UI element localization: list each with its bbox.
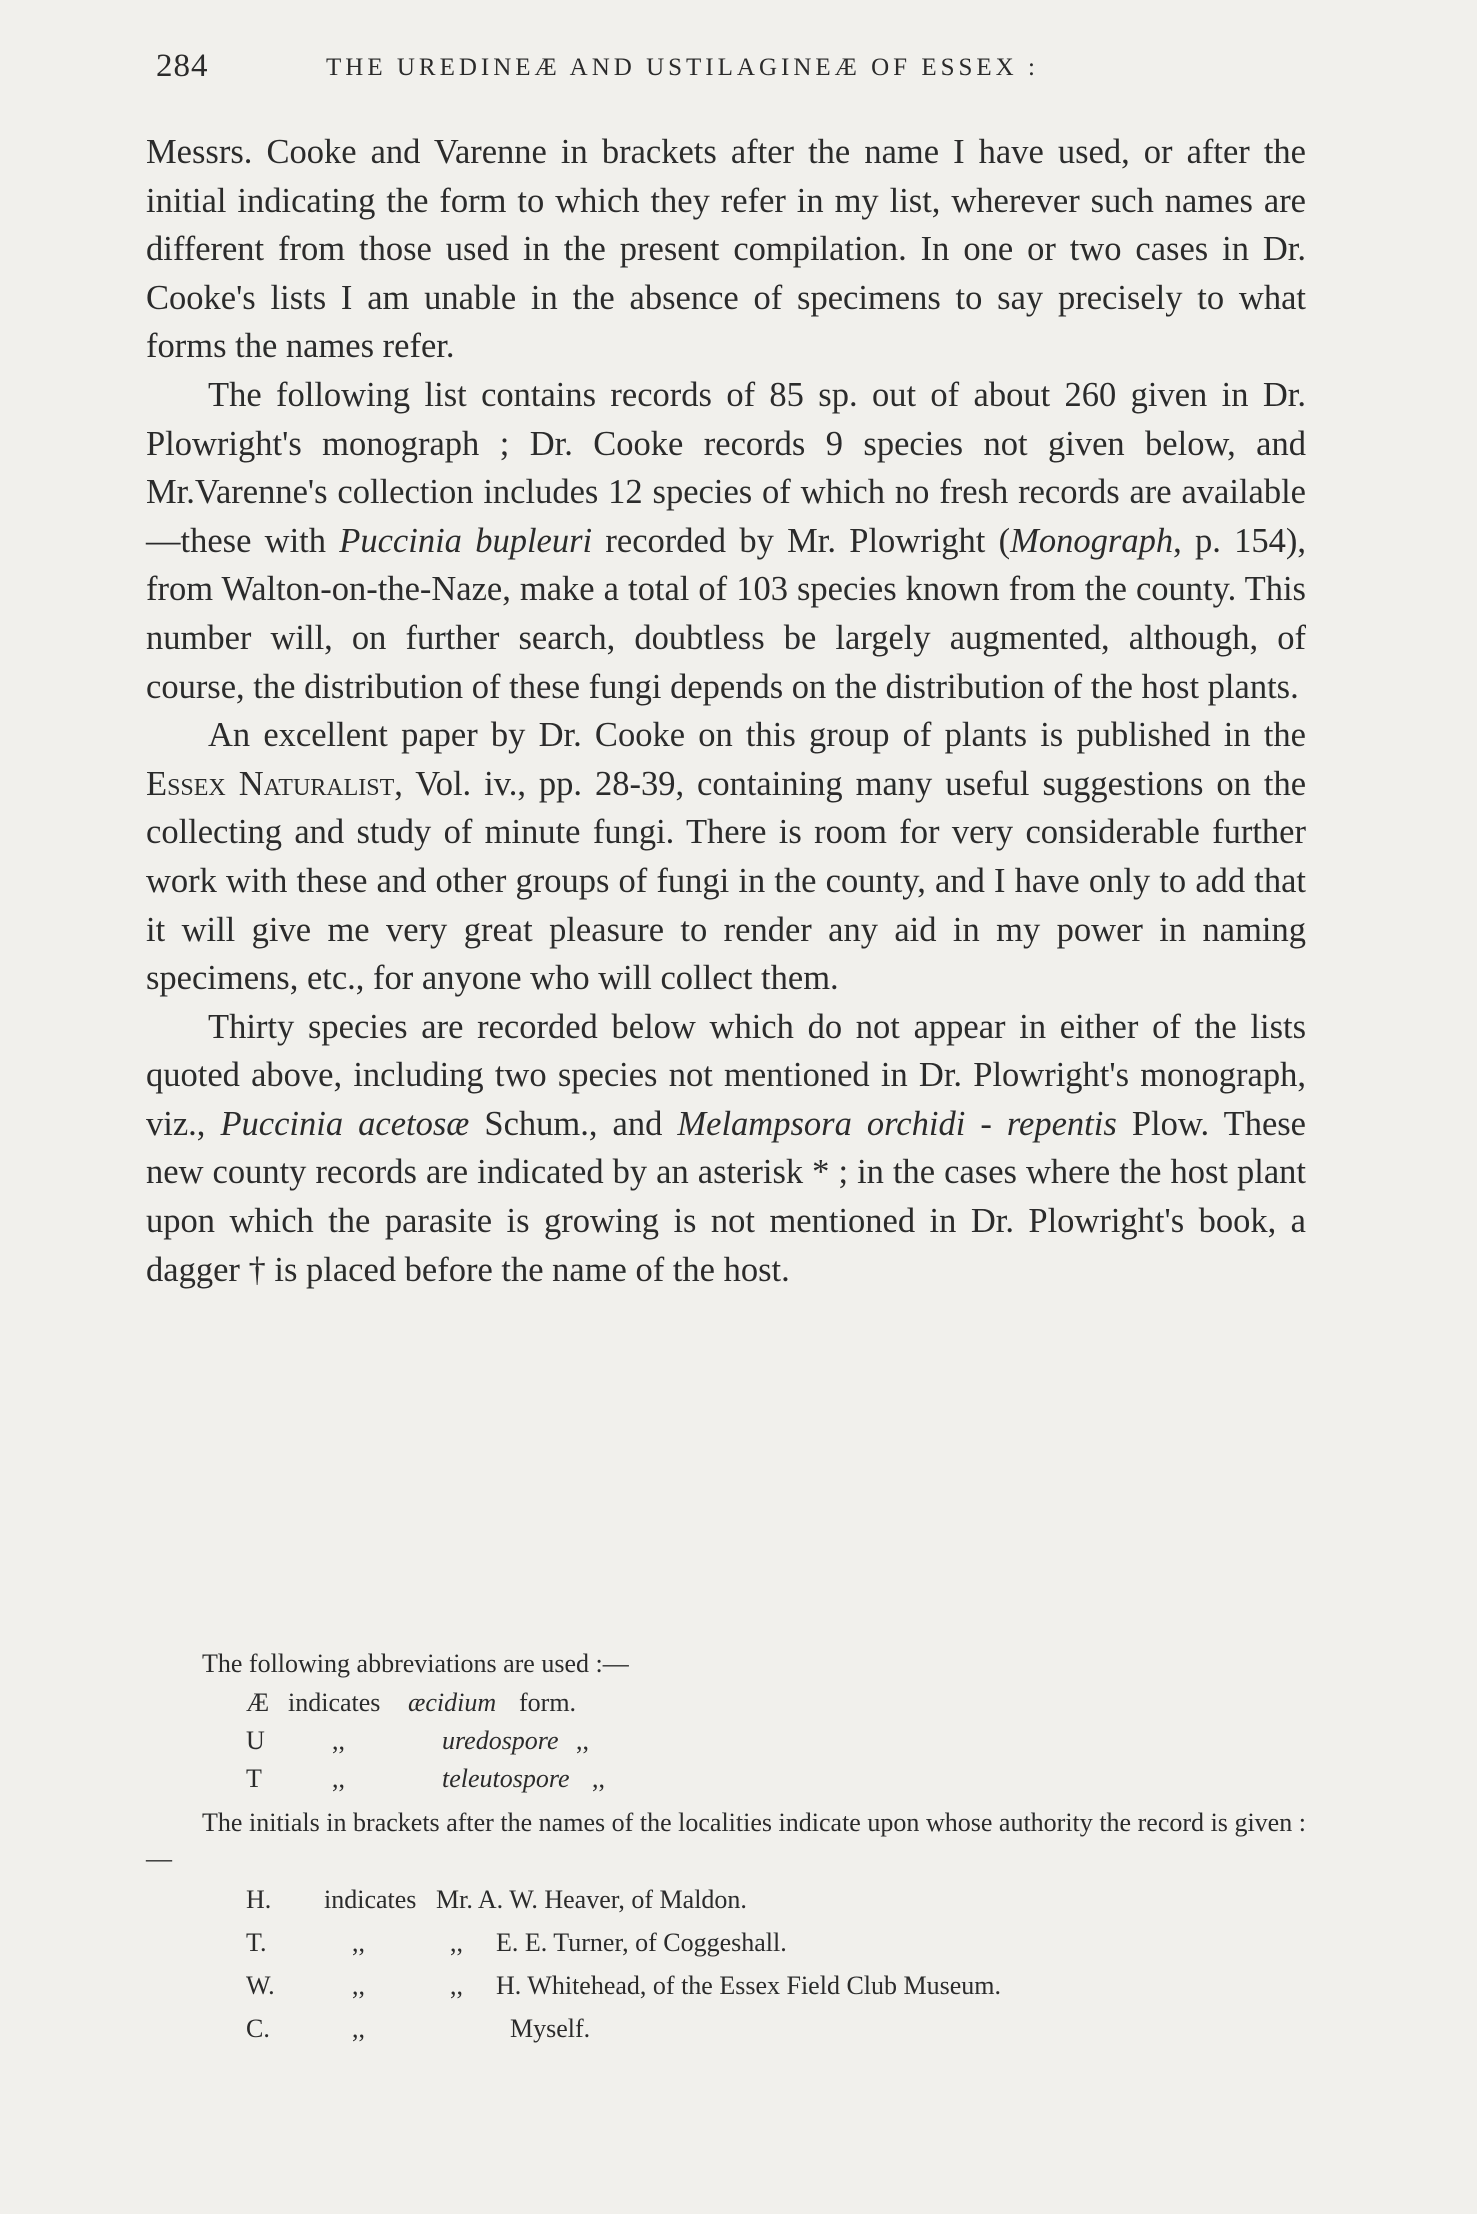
- paragraph-3-text: An excellent paper by Dr. Cooke on this group of plants is published in the: [208, 716, 1306, 755]
- abbreviation-term: uredospore: [442, 1725, 559, 1755]
- initial-name: H. Whitehead, of the Essex Field Club Museum.: [496, 1970, 1002, 2000]
- initial-row: [246, 1882, 1306, 1925]
- abbreviation-ditto: ,,: [332, 1725, 345, 1755]
- initials-intro: The initials in brackets after the names of the localities indicate upon whose authority the record is given :—: [146, 1807, 1306, 1873]
- initial-ditto: ,,: [352, 1970, 365, 2000]
- paragraph-2-text: The following list contains records of 85 sp. out of about 260 given in Dr. Plowright's monograph ; Dr. Cooke records 9 species not given below, and Mr.Varenne's collection includes 12 species of which no fresh records are available—these with: [146, 375, 1306, 560]
- paragraph-4-text: Thirty species are recorded below which do not appear in either of the lists quoted above, including two species not mentioned in Dr. Plowright's monograph, viz.,: [146, 1007, 1306, 1143]
- initial-ditto: ,,: [352, 2013, 365, 2043]
- paragraph-4-text: Schum., and: [469, 1104, 678, 1143]
- abbreviation-row: [246, 1723, 1306, 1761]
- species-name: Puccinia acetosæ: [220, 1104, 470, 1143]
- initial-key: W.: [246, 1970, 275, 2000]
- initial-row: [246, 1925, 1306, 1968]
- initial-name: E. E. Turner, of Coggeshall.: [496, 1927, 787, 1957]
- paragraph-4-text: Plow. These new county records are indicated by an asterisk * ; in the cases where the host plant upon which the parasite is growing is not mentioned in Dr. Plowright's book, a dagger † is placed before the name of the host.: [146, 1104, 1306, 1289]
- initial-key: C.: [246, 2013, 270, 2043]
- abbreviations-intro: The following abbreviations are used :—: [202, 1649, 629, 1678]
- journal-title: Essex Naturalist: [146, 764, 395, 803]
- locality-initials-list: [246, 1882, 1306, 2054]
- paragraph-4: [146, 1003, 1306, 1295]
- species-name: Melampsora orchidi - repentis: [677, 1104, 1117, 1143]
- paragraph-2-text: , p. 154), from Walton-on-the-Naze, make a total of 103 species known from the county. This number will, on further search, doubtless be largely augmented, although, of course, the distribution of these fungi depends on the distribution of the host plants.: [146, 521, 1307, 706]
- initial-row: [246, 2011, 1306, 2054]
- abbreviations-section: [146, 1646, 1306, 2054]
- abbreviations-list: [246, 1685, 1306, 1799]
- paragraph-2-text: recorded by Mr. Plowright (: [592, 521, 1011, 560]
- abbreviation-indicates: indicates: [288, 1687, 381, 1717]
- page-header: [146, 48, 1306, 98]
- initial-key: H.: [246, 1884, 272, 1914]
- monograph-title: Monograph: [1010, 521, 1174, 560]
- paragraph-3: [146, 711, 1306, 1003]
- initial-ditto: ,,: [450, 1927, 463, 1957]
- initial-row: [246, 1968, 1306, 2011]
- initial-indicates: indicates: [324, 1884, 417, 1914]
- abbreviation-tail: ,,: [592, 1763, 605, 1793]
- abbreviation-tail: form.: [519, 1687, 577, 1717]
- abbreviation-term: teleutospore: [442, 1763, 570, 1793]
- paragraph-1: [146, 128, 1306, 371]
- initial-name: Myself.: [510, 2013, 591, 2043]
- abbreviation-term: æcidium: [408, 1687, 497, 1717]
- main-text: [146, 128, 1306, 1294]
- initial-ditto: ,,: [450, 1970, 463, 2000]
- abbreviation-row: [246, 1761, 1306, 1799]
- initial-name: Mr. A. W. Heaver, of Maldon.: [436, 1884, 747, 1914]
- abbreviation-row: [246, 1685, 1306, 1723]
- abbreviation-key: Æ: [246, 1687, 270, 1717]
- initial-key: T.: [246, 1927, 267, 1957]
- abbreviation-tail: ,,: [576, 1725, 589, 1755]
- paragraph-1-text: Messrs. Cooke and Varenne in brackets after the name I have used, or after the initial indicating the form to which they refer in my list, wherever such names are different from those used in the present compilation. In one or two cases in Dr. Cooke's lists I am unable in the absence of specimens to say precisely to what forms the names refer.: [146, 133, 1306, 366]
- abbreviation-ditto: ,,: [332, 1763, 345, 1793]
- initial-ditto: ,,: [352, 1927, 365, 1957]
- species-name: Puccinia bupleuri: [339, 521, 593, 560]
- paragraph-3-text: , Vol. iv., pp. 28-39, containing many useful suggestions on the collecting and study of minute fungi. There is room for very considerable further work with these and other groups of fungi in the county, and I have only to add that it will give me very great pleasure to render any aid in my power in naming specimens, etc., for anyone who will collect them.: [146, 764, 1307, 998]
- paragraph-2: [146, 371, 1306, 711]
- abbreviation-key: T: [246, 1763, 262, 1793]
- running-title: THE UREDINEÆ AND USTILAGINEÆ OF ESSEX :: [326, 54, 1039, 81]
- abbreviation-key: U: [246, 1725, 265, 1755]
- page-number: 284: [156, 48, 209, 84]
